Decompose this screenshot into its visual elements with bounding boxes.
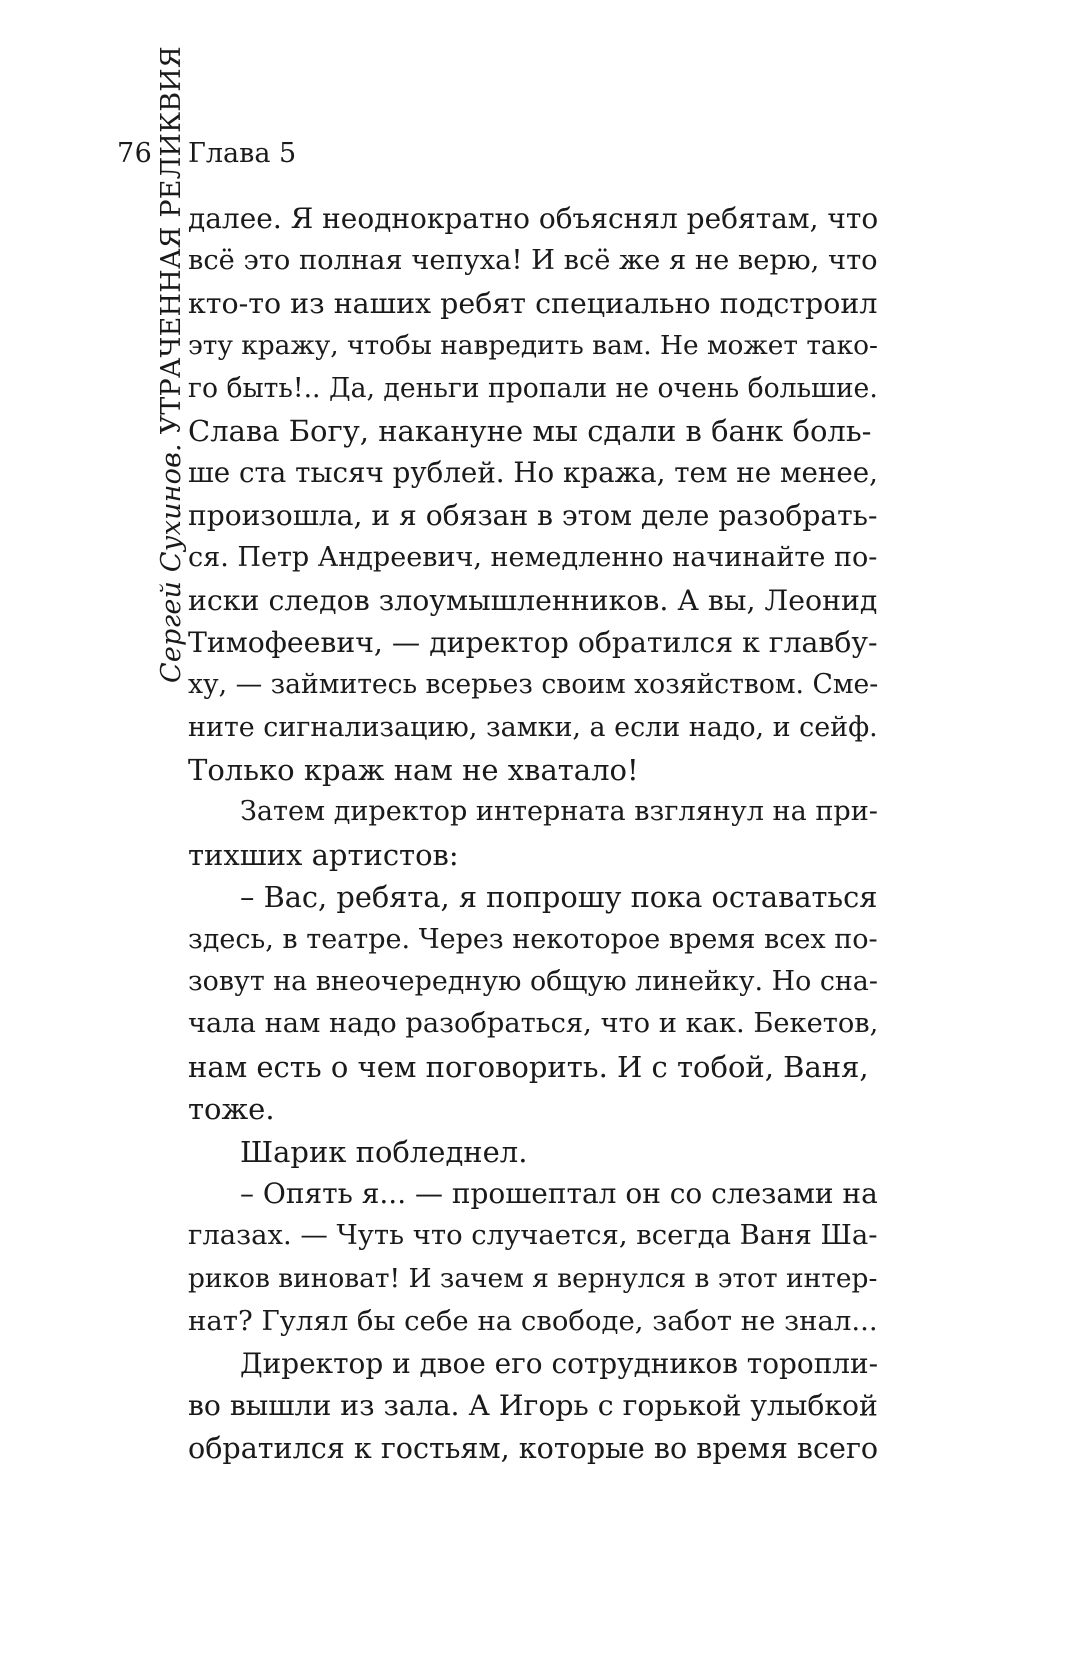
text-line: зовут на внеочередную общую линейку. Но сна- — [188, 966, 878, 998]
text-line: Слава Богу, накануне мы сдали в банк боль- — [188, 413, 872, 448]
text-line: тоже. — [188, 1092, 275, 1127]
text-line: ните сигнализацию, замки, а если надо, и сейф. — [188, 711, 878, 743]
text-line: далее. Я неоднократно объяснял ребятам, что — [188, 202, 879, 235]
text-line: ху, — займитесь всерьез своим хозяйством. Сме- — [188, 669, 879, 701]
text-line: Тимофеевич, — директор обратился к главбу- — [188, 625, 878, 659]
side-title-book: УТРАЧЕННАЯ РЕЛИКВИЯ — [156, 45, 187, 444]
text-line: Директор и двое его сотрудников торопли- — [240, 1346, 879, 1380]
text-line: ше ста тысяч рублей. Но кража, тем не менее, — [188, 456, 878, 490]
side-title-author: Сергей Сухинов. — [156, 443, 187, 683]
text-line: нат? Гулял бы себе на свободе, забот не знал... — [188, 1305, 878, 1338]
running-side-title — [157, 46, 187, 683]
text-line: Затем директор интерната взглянул на при- — [240, 796, 878, 828]
text-line: Шарик побледнел. — [240, 1134, 528, 1169]
body-text — [188, 198, 878, 1470]
running-header-chapter: Глава 5 — [188, 138, 297, 169]
text-line: иски следов злоумышленников. А вы, Леонид — [188, 583, 878, 617]
text-line: во вышли из зала. А Игорь с горькой улыбкой — [188, 1388, 878, 1422]
text-line: – Опять я... — прошептал он со слезами на — [240, 1176, 878, 1210]
text-line: ся. Петр Андреевич, немедленно начинайте по- — [188, 542, 878, 574]
text-line: риков виноват! И зачем я вернулся в этот интер- — [188, 1262, 878, 1294]
text-line: го быть!.. Да, деньги пропали не очень большие. — [188, 372, 878, 404]
text-line: эту кражу, чтобы навредить вам. Не может тако- — [188, 330, 878, 362]
page-number: 76 — [117, 138, 153, 169]
text-line: – Вас, ребята, я попрошу пока оставаться — [240, 880, 878, 915]
text-line: чала нам надо разобраться, что и как. Бекетов, — [188, 1008, 879, 1040]
text-line: глазах. — Чуть что случается, всегда Ваня Ша- — [188, 1220, 878, 1252]
text-line: обратился к гостьям, которые во время всего — [188, 1431, 879, 1466]
text-line: Только краж нам не хватало! — [188, 753, 639, 788]
text-line: нам есть о чем поговорить. И с тобой, Ваня, — [188, 1049, 869, 1084]
text-line: всё это полная чепуха! И всё же я не верю, что — [188, 245, 878, 277]
text-line: тихших артистов: — [188, 837, 459, 872]
text-line: кто-то из наших ребят специально подстроил — [188, 286, 878, 320]
text-line: здесь, в театре. Через некоторое время всех по- — [188, 923, 878, 955]
text-line: произошла, и я обязан в этом деле разобрать- — [188, 498, 878, 532]
